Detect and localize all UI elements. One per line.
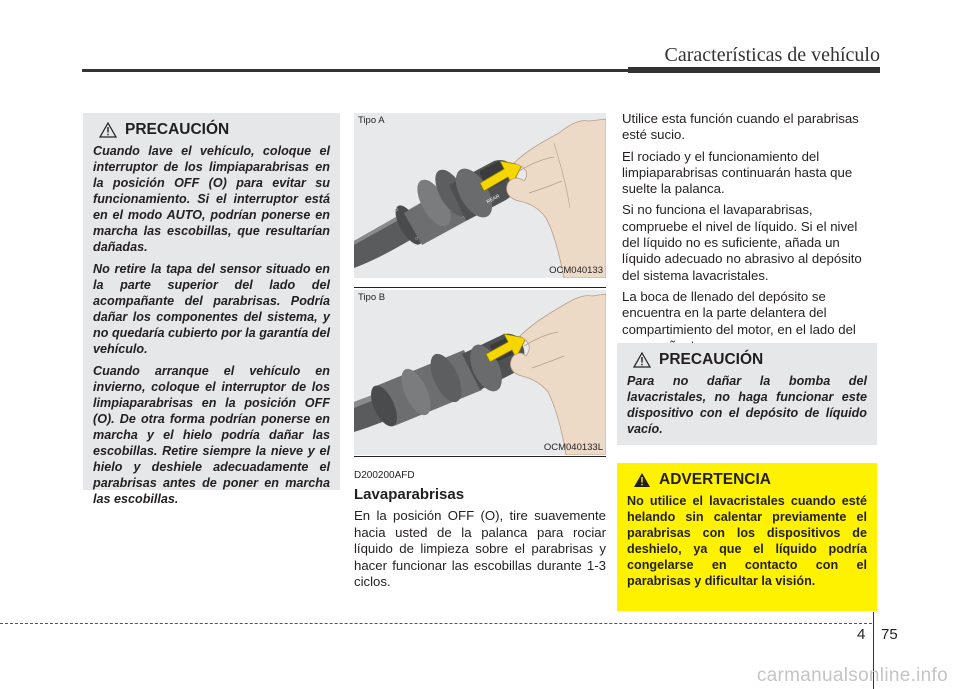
header-rule-accent <box>628 67 880 73</box>
figure-type-b <box>354 290 606 455</box>
figure-code: OCM040133 <box>549 265 603 276</box>
warning-paragraph: No utilice el lavacristales cuando esté helando sin calentar previamente el parabrisas con los dispositivos de deshielo, ya que el líquido podría congelarse en contacto con el parabrisas y dificultar la visión. <box>627 494 867 588</box>
section-code: D200200AFD <box>354 470 415 481</box>
figure-label: Tipo B <box>358 292 386 303</box>
warning-box <box>617 463 877 611</box>
caution-paragraph: Cuando lave el vehículo, coloque el interruptor de los limpiaparabrisas en la posición OFF (O) para evitar su funcionamiento. Si el interruptor está en el modo AUTO, podrían ponerse en marcha las escobillas, que resultarían dañadas. <box>93 144 330 254</box>
warning-triangle-outline-icon <box>633 352 651 368</box>
caution-heading-text: PRECAUCIÓN <box>125 121 230 138</box>
figure-type-a <box>354 113 606 278</box>
caution-heading-text: PRECAUCIÓN <box>659 351 764 368</box>
warning-triangle-outline-icon <box>99 122 117 138</box>
footer-dashed-rule <box>0 623 872 624</box>
wiper-lever-illustration <box>354 113 606 278</box>
caution-paragraph: Para no dañar la bomba del lavacristales, no haga funcionar este dispositivo con el depósito de líquido vacío. <box>627 374 867 436</box>
body-paragraph: El rociado y el funcionamiento del limpiaparabrisas continuarán hasta que suelte la palanca. <box>622 148 853 197</box>
caution-paragraph: Cuando arranque el vehículo en invierno, coloque el interruptor de los limpiaparabrisas en la posición OFF (O). De otra forma podrían ponerse en marcha y el hielo podría dañar las escobillas. Retire siempre la nieve y el hielo y deshiele adecuadamente el parabrisas antes de poner en marcha las escobillas. <box>93 364 330 506</box>
warning-heading <box>627 471 867 489</box>
page-number: 75 <box>881 626 898 643</box>
warning-triangle-filled-icon <box>633 472 651 488</box>
lever-button-label: REAR <box>485 193 501 206</box>
figure-label: Tipo A <box>358 115 385 126</box>
warning-heading-text: ADVERTENCIA <box>659 471 771 488</box>
svg-text:▭: ▭ <box>392 206 400 215</box>
caution-box-right <box>617 343 877 445</box>
figure-code: OCM040133L <box>543 442 603 453</box>
figure-divider <box>354 456 606 457</box>
section-title: Lavaparabrisas <box>354 486 465 503</box>
figure-divider <box>354 287 606 288</box>
page-header-title: Características de vehículo <box>664 44 880 66</box>
page-section-number: 4 <box>857 626 866 643</box>
body-paragraph: La boca de llenado del depósito se encuentra en la parte delantera del compartimiento del motor, en el lado del <box>622 288 856 337</box>
right-column-text <box>622 111 877 359</box>
svg-text:○: ○ <box>414 235 421 243</box>
body-paragraph: Utilice esta función cuando el parabrisas esté sucio. <box>622 111 859 143</box>
wiper-lever-illustration <box>354 290 606 455</box>
caution-heading <box>93 121 330 139</box>
caution-heading <box>627 351 867 369</box>
caution-box-left <box>83 113 340 506</box>
watermark: carmanualsonline.info <box>756 665 948 686</box>
section-body: En la posición OFF (O), tire suavemente hacia usted de la palanca para rociar líquido de limpieza sobre el parabrisas y hacer funcionar las escobillas durante 1-3 ciclos. <box>354 508 606 589</box>
caution-paragraph: No retire la tapa del sensor situado en la parte superior del lado del acompañante del parabrisas. Podría dañar los componentes del sistema, y no quedaría cubierto por la garantía del vehículo. <box>93 262 330 356</box>
body-paragraph: Si no funciona el lavaparabrisas, compruebe el nivel de líquido. Si el nivel del líquido no es suficiente, añada un líquido adecuado no abrasivo al depósito del sistema lavacristales. <box>622 202 862 283</box>
